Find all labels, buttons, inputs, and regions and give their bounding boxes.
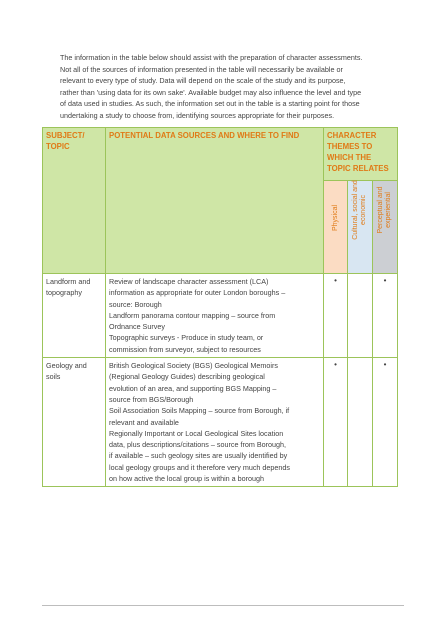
source-line: source: Borough <box>109 299 162 309</box>
subject-line: soils <box>46 372 61 382</box>
theme-cultural-cell <box>348 181 373 274</box>
source-line: source from BGS/Borough <box>109 394 194 404</box>
sources-cell <box>106 274 324 358</box>
subject-cell <box>43 274 106 358</box>
theme-physical-label: Physical <box>331 204 339 232</box>
header-character-themes: CHARACTER THEMES TO WHICH THE TOPIC RELATES <box>324 128 398 181</box>
source-line: Ordnance Survey <box>109 322 165 332</box>
theme-perceptual-label <box>377 166 393 254</box>
source-line: local geology groups and it therefore very much depends <box>109 462 290 472</box>
physical-mark: • <box>324 358 348 487</box>
source-line: if available – such geology sites are usually identified by <box>109 451 288 461</box>
intro-line: undertaking a study to choose from, identifying sources appropriate for their purposes. <box>60 110 335 120</box>
intro-line: of data used in studies. As such, the information set out in the table is a starting point for those <box>60 99 360 109</box>
theme-cultural-text: Cultural, social and economic <box>352 180 367 240</box>
subject-line: topography <box>46 288 82 298</box>
intro-paragraph <box>60 52 398 122</box>
intro-line: rather than 'using data for its own sake'. Available budget may also influence the level and type <box>60 87 362 97</box>
header-subject-topic: SUBJECT/ TOPIC <box>43 128 106 274</box>
subject-cell <box>43 358 106 487</box>
cultural-mark <box>348 358 373 487</box>
source-line: commission from surveyor, subject to resources <box>109 344 261 354</box>
source-line: Soil Association Soils Mapping – source from Borough, if <box>109 406 290 416</box>
source-line: Regionally Important or Local Geological Sites location <box>109 428 284 438</box>
table-row <box>43 274 398 358</box>
theme-perceptual-text: Perceptual and experiential <box>377 186 393 234</box>
source-line: Review of landscape character assessment (LCA) <box>109 277 269 286</box>
source-line: British Geological Society (BGS) Geological Memoirs <box>109 361 278 371</box>
source-line: data, plus descriptions/citations – source from Borough, <box>109 440 286 450</box>
perceptual-mark: • <box>373 274 398 358</box>
theme-perceptual-cell <box>373 181 398 274</box>
source-line: Topographic surveys - Produce in study team, or <box>109 333 264 343</box>
cultural-mark <box>348 274 373 358</box>
data-sources-table <box>42 127 398 487</box>
source-line: Landform panorama contour mapping – source from <box>109 310 276 320</box>
source-line: on how active the local group is within a borough <box>109 474 265 484</box>
source-line: (Regional Geology Guides) describing geological <box>109 372 265 382</box>
source-line: relevant and available <box>109 417 179 427</box>
source-line: information as appropriate for outer London boroughs – <box>109 288 286 298</box>
subject-line: Landform and <box>46 277 91 286</box>
footer-divider <box>42 605 404 606</box>
theme-cultural-label <box>352 166 368 254</box>
header-potential-data-sources: POTENTIAL DATA SOURCES AND WHERE TO FIND <box>106 128 324 274</box>
theme-physical-cell <box>324 181 348 274</box>
subject-line: Geology and <box>46 361 87 371</box>
source-line: evolution of an area, and supporting BGS Mapping – <box>109 383 277 393</box>
intro-line: relevant to every type of study. Data will depend on the scale of the study and its purpose, <box>60 76 346 86</box>
table-row <box>43 358 398 487</box>
intro-line: Not all of the sources of information presented in the table will necessarily be available or <box>60 64 343 74</box>
intro-line: The information in the table below should assist with the preparation of character assessments. <box>60 53 363 62</box>
physical-mark: • <box>324 274 348 358</box>
sources-cell <box>106 358 324 487</box>
perceptual-mark: • <box>373 358 398 487</box>
